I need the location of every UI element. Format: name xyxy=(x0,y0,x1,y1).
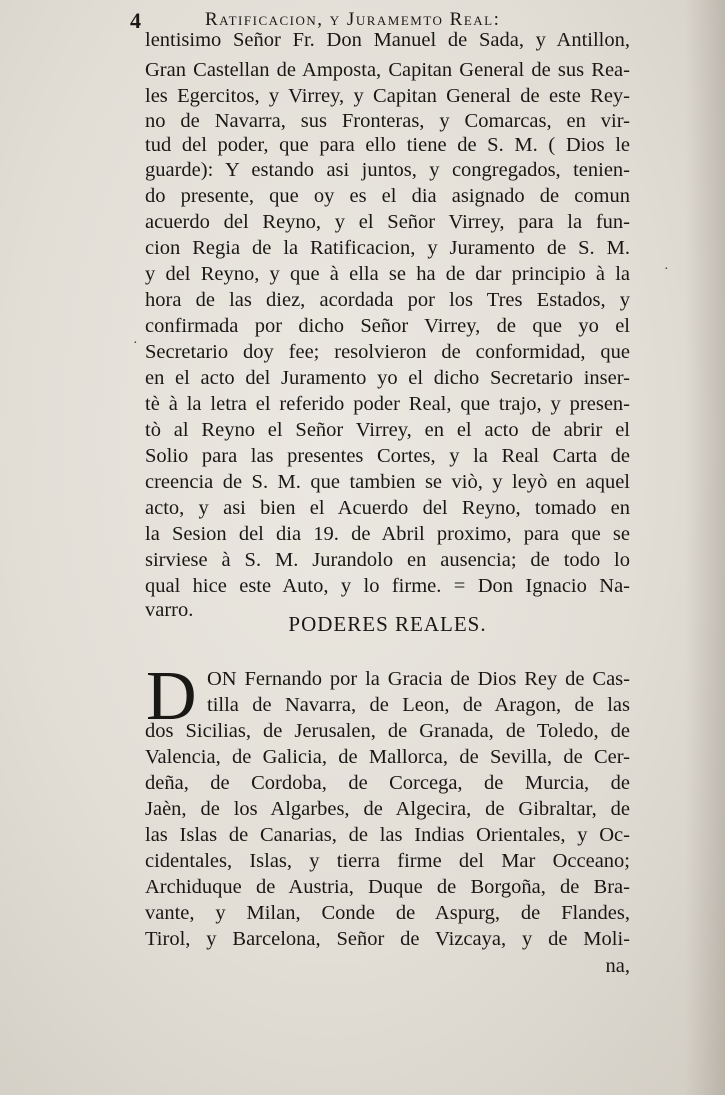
text-line: Gran Castellan de Amposta, Capitan General de sus Rea- xyxy=(145,59,630,81)
text-line: Valencia, de Galicia, de Mallorca, de Sevilla, de Cer- xyxy=(145,746,630,768)
text-line: cion Regia de la Ratificacion, y Juramento de S. M. xyxy=(145,237,630,259)
text-line: acto, y asi bien el Acuerdo del Reyno, tomado en xyxy=(145,497,630,519)
text-line: tud del poder, que para ello tiene de S. M. ( Dios le xyxy=(145,134,630,156)
ink-speck: · xyxy=(133,336,138,351)
text-line: varro. xyxy=(145,599,194,621)
text-line: tò al Reyno el Señor Virrey, en el acto de abrir el xyxy=(145,419,630,441)
text-line: no de Navarra, sus Fronteras, y Comarcas, en vir- xyxy=(145,110,630,132)
text-line: deña, de Cordoba, de Corcega, de Murcia, de xyxy=(145,772,630,794)
page-number: 4 xyxy=(130,8,141,33)
text-line: la Sesion del dia 19. de Abril proximo, para que se xyxy=(145,523,630,545)
text-line: las Islas de Canarias, de las Indias Orientales, y Oc- xyxy=(145,824,630,846)
text-line: acuerdo del Reyno, y el Señor Virrey, para la fun- xyxy=(145,211,630,233)
text-line: hora de las diez, acordada por los Tres Estados, y xyxy=(145,289,630,311)
text-line: confirmada por dicho Señor Virrey, de que yo el xyxy=(145,315,630,337)
text-line: Tirol, y Barcelona, Señor de Vizcaya, y de Moli- xyxy=(145,928,630,950)
text-line: en el acto del Juramento yo el dicho Secretario inser- xyxy=(145,367,630,389)
catchword: na, xyxy=(605,955,630,977)
running-head: Ratificacion, y Juramemto Real: xyxy=(205,9,501,30)
drop-cap: D xyxy=(146,658,197,735)
text-line: ON Fernando por la Gracia de Dios Rey de Cas- xyxy=(207,668,630,690)
text-line: cidentales, Islas, y tierra firme del Mar Occeano; xyxy=(145,850,630,872)
ink-speck: · xyxy=(664,262,669,277)
text-line: tè à la letra el referido poder Real, que trajo, y presen- xyxy=(145,393,630,415)
text-line: Secretario doy fee; resolvieron de conformidad, que xyxy=(145,341,630,363)
text-line: Solio para las presentes Cortes, y la Real Carta de xyxy=(145,445,630,467)
text-line: Archiduque de Austria, Duque de Borgoña, de Bra- xyxy=(145,876,630,898)
text-line: guarde): Y estando asi juntos, y congregados, tenien- xyxy=(145,159,630,181)
section-heading: PODERES REALES. xyxy=(288,612,487,636)
text-line: y del Reyno, y que à ella se ha de dar principio à la xyxy=(145,263,630,285)
text-line: vante, y Milan, Conde de Aspurg, de Flandes, xyxy=(145,902,630,924)
text-line: les Egercitos, y Virrey, y Capitan General de este Rey- xyxy=(145,85,630,107)
text-line: Jaèn, de los Algarbes, de Algecira, de Gibraltar, de xyxy=(145,798,630,820)
text-line: creencia de S. M. que tambien se viò, y leyò en aquel xyxy=(145,471,630,493)
text-line: tilla de Navarra, de Leon, de Aragon, de las xyxy=(207,694,630,716)
text-line: dos Sicilias, de Jerusalen, de Granada, de Toledo, de xyxy=(145,720,630,742)
text-line: do presente, que oy es el dia asignado de comun xyxy=(145,185,630,207)
text-line: lentisimo Señor Fr. Don Manuel de Sada, y Antillon, xyxy=(145,29,630,51)
text-line: sirviese à S. M. Jurandolo en ausencia; de todo lo xyxy=(145,549,630,571)
text-line: qual hice este Auto, y lo firme. = Don Ignacio Na- xyxy=(145,575,630,597)
